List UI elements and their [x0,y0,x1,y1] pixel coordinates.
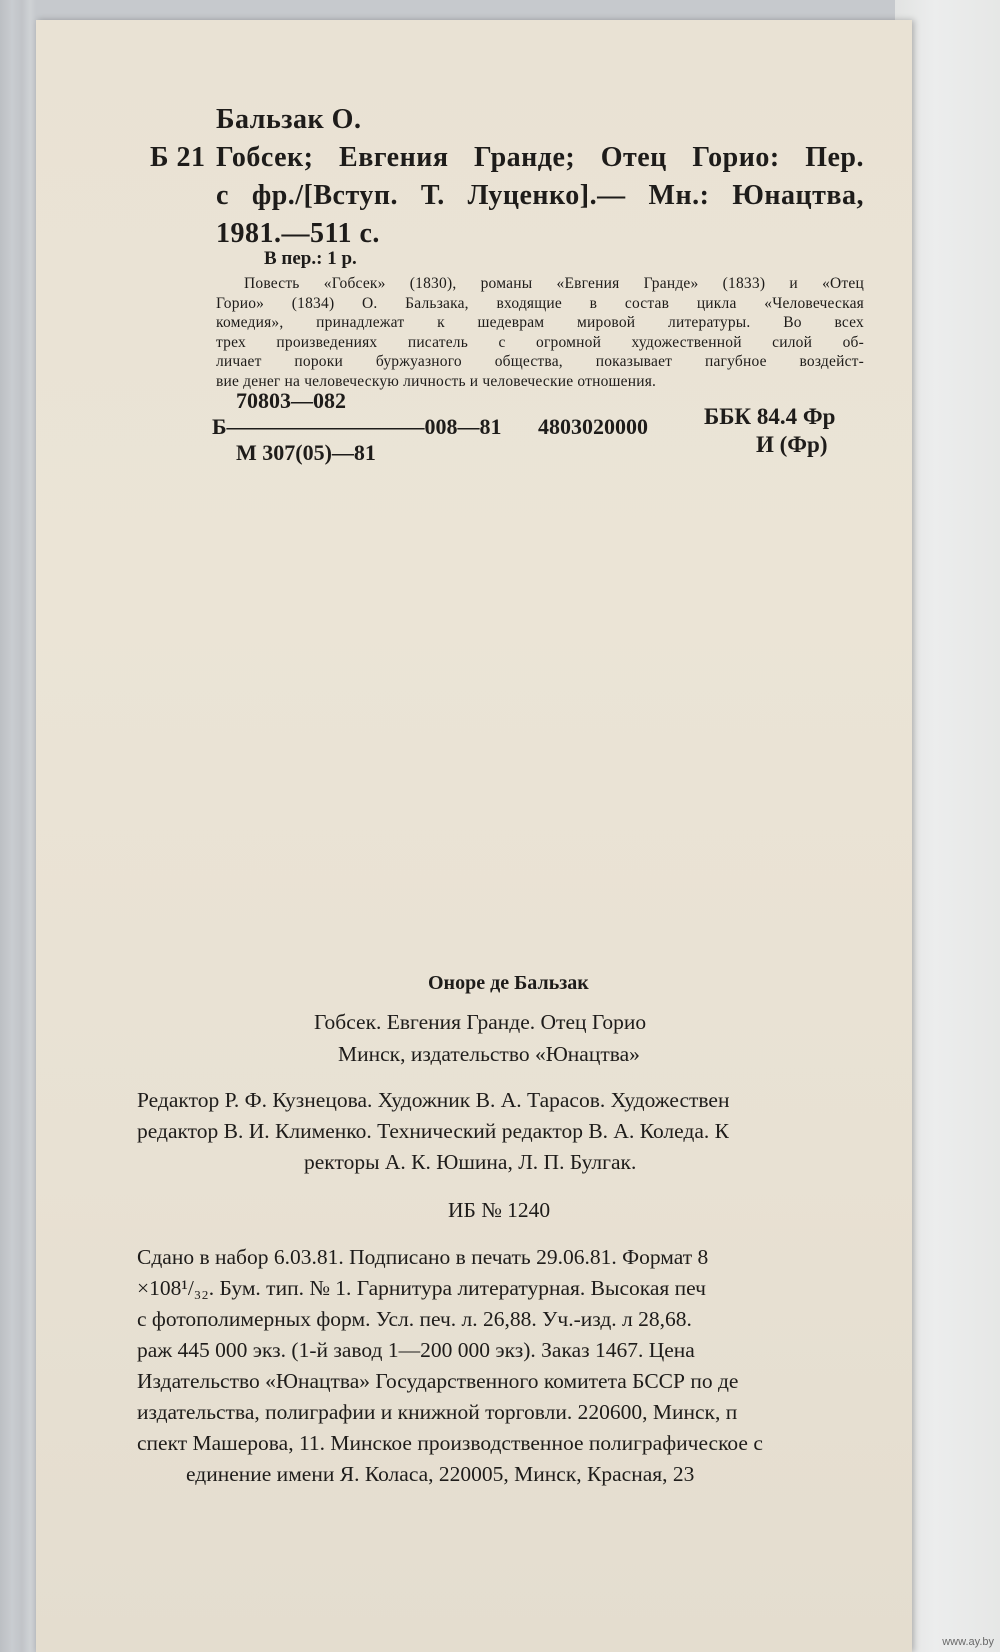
colophon-title: Гобсек. Евгения Гранде. Отец Горио [314,1010,647,1034]
card-code-isbn: 4803020000 [538,414,648,439]
book-page [36,20,912,1652]
card-bbk: ББК 84.4 Фр [704,404,836,429]
card-title-line: с фр./[Вступ. Т. Луценко].— Мн.: Юнацтва, [216,180,864,211]
card-shelf-mark: Б 21 [150,142,206,173]
card-price: В пер.: 1 р. [264,248,357,269]
card-code-numerator: 70803—082 [236,388,346,413]
card-annotation-line: трех произведениях писатель с огромной художественной силой об- [216,333,864,351]
card-bbk: И (Фр) [756,432,828,457]
colophon-print-line: спект Машерова, 11. Минское производственное полиграфическое с [137,1431,763,1455]
card-title-line: Гобсек; Евгения Гранде; Отец Горио: Пер. [216,142,864,173]
colophon-print-line: издательства, полиграфии и книжной торговли. 220600, Минск, п [137,1400,738,1424]
colophon-publisher: Минск, издательство «Юнацтва» [338,1042,640,1066]
colophon-author: Оноре де Бальзак [428,972,589,994]
colophon-credits-line: Редактор Р. Ф. Кузнецова. Художник В. А. Тарасов. Художествен [137,1088,730,1112]
colophon-credits-line: редактор В. И. Клименко. Технический редактор В. А. Коледа. К [137,1119,729,1143]
colophon-credits-line: ректоры А. К. Юшина, Л. П. Булгак. [304,1150,637,1174]
colophon-print-line: Издательство «Юнацтва» Государственного комитета БССР по де [137,1369,739,1393]
card-title-line: 1981.—511 с. [216,218,380,249]
card-annotation-line: вие денег на человеческую личность и человеческие отношения. [216,373,657,390]
card-code-line: Б—————————008—81 [212,414,502,439]
card-author: Бальзак О. [216,104,362,135]
colophon-print-line: Сдано в набор 6.03.81. Подписано в печать 29.06.81. Формат 8 [137,1245,709,1269]
card-annotation-line: Повесть «Гобсек» (1830), романы «Евгения Гранде» (1833) и «Отец [244,275,864,292]
card-annotation-line: личает пороки буржуазного общества, показывает пагубное воздейст- [216,353,864,371]
colophon-print-line: единение имени Я. Коласа, 220005, Минск, Красная, 23 [186,1462,695,1486]
card-code-denominator: М 307(05)—81 [236,440,376,465]
card-annotation-line: Горио» (1834) О. Бальзака, входящие в состав цикла «Человеческая [216,294,864,312]
colophon-print-line: с фотополимерных форм. Усл. печ. л. 26,88. Уч.-изд. л 28,68. [137,1307,692,1331]
colophon-print-line: раж 445 000 экз. (1-й завод 1—200 000 экз). Заказ 1467. Цена [137,1338,695,1362]
watermark-text: www.ay.by [942,1636,994,1648]
colophon-ib-number: ИБ № 1240 [448,1198,551,1222]
colophon-print-line: ×108¹/₃₂. Бум. тип. № 1. Гарнитура литературная. Высокая печ [137,1276,706,1300]
card-annotation-line: комедия», принадлежат к шедеврам мировой литературы. Во всех [216,314,864,332]
